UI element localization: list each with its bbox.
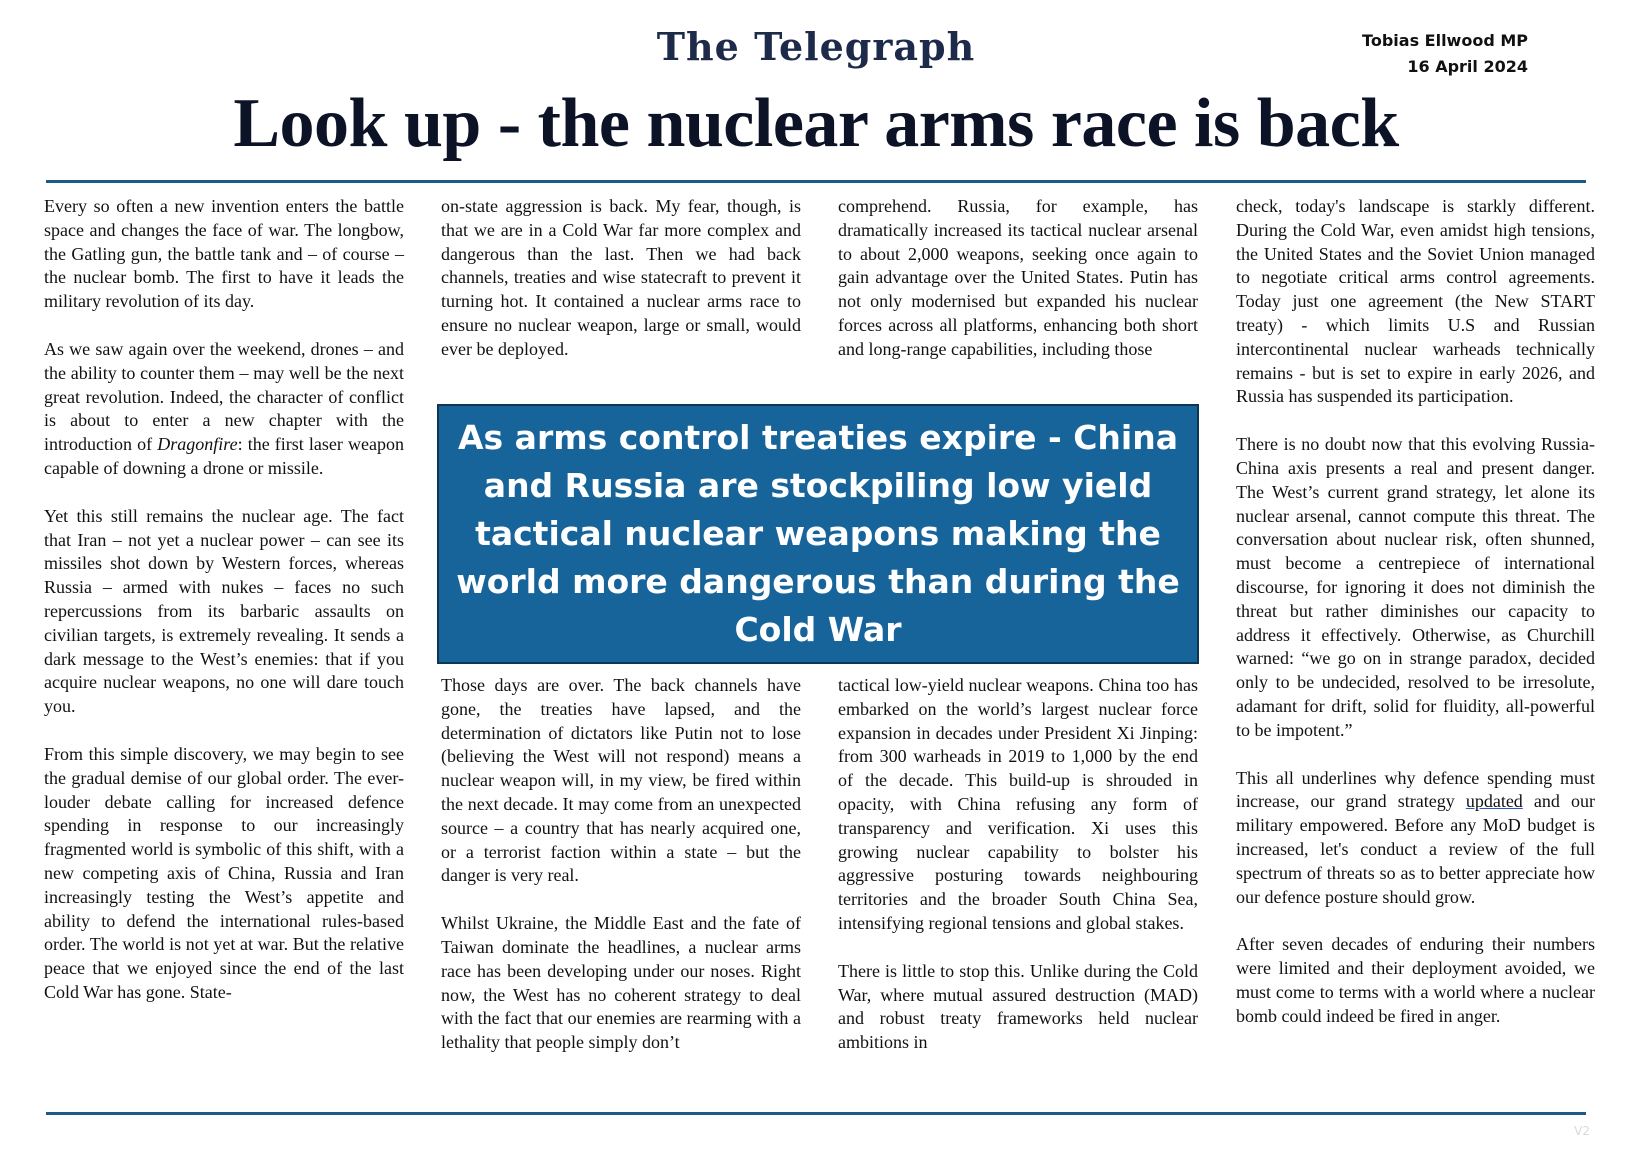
underlined-word: updated (1465, 791, 1523, 812)
paragraph: Yet this still remains the nuclear age. The fact that Iran – not yet a nuclear power – can see its missiles shot down by Western forces, whereas Russia – armed with nukes – faces no such repercussions from its barbaric assaults on civilian targets, is extremely revealing. It sends a dark message to the West’s enemies: that if you acquire nuclear weapons, no one will dare touch you. (44, 505, 404, 717)
paragraph: Those days are over. The back channels have gone, the treaties have lapsed, and the determination of dictators like Putin not to lose (believing the West will not respond) means a nuclear weapon will, in my view, be fired within the next decade. It may come from an unexpected source – a country that has nearly acquired one, or a terrorist faction within a state – but the danger is very real. (441, 675, 801, 886)
paragraph: There is no doubt now that this evolving Russia-China axis presents a real and present danger. The West’s current grand strategy, let alone its nuclear arsenal, cannot compute this threat. The conversation about nuclear risk, often shunned, must become a centrepiece of international discourse, for ignoring it does not diminish the threat but rather diminishes our capacity to address it effectively. Otherwise, as Churchill warned: “we go on in strange paradox, decided only to be undecided, resolved to be irresolute, adamant for drift, solid for fluidity, all-powerful to be impotent.” (1236, 434, 1595, 740)
top-divider (46, 180, 1586, 183)
column-1 (44, 195, 404, 1005)
column-2-bottom (441, 674, 801, 1055)
paragraph (44, 338, 404, 481)
text-run: and our military empowered. Before any MoD budget is increased, let's conduct a review of the full spectrum of threats so as to better appreciate how our defence posture should grow. (1236, 791, 1595, 907)
paragraph: comprehend. Russia, for example, has dramatically increased its tactical nuclear arsenal to about 2,000 weapons, seeking once again to gain advantage over the United States. Putin has not only modernised but expanded his nuclear forces across all platforms, enhancing both short and long-range capabilities, including those (838, 196, 1198, 359)
column-3-bottom (838, 674, 1198, 1055)
paragraph: Whilst Ukraine, the Middle East and the fate of Taiwan dominate the headlines, a nuclear arms race has been developing under our noses. Right now, the West has no coherent strategy to deal with the fact that our enemies are rearming with a lethality that people simply don’t (441, 913, 801, 1053)
paragraph: on-state aggression is back. My fear, though, is that we are in a Cold War far more complex and dangerous than the last. Then we had back channels, treaties and wise statecraft to prevent it turning hot. It contained a nuclear arms race to ensure no nuclear weapon, large or small, would ever be deployed. (441, 196, 801, 359)
column-2-top (441, 195, 801, 362)
paragraph (1236, 767, 1595, 910)
column-4 (1236, 195, 1595, 1029)
paragraph: Every so often a new invention enters the battle space and changes the face of war. The longbow, the Gatling gun, the battle tank and – of course – the nuclear bomb. The first to have it leads the military revolution of its day. (44, 196, 404, 312)
text-run: This all underlines why defence spending must increase, our grand strategy (1236, 767, 1595, 812)
paragraph: tactical low-yield nuclear weapons. China too has embarked on the world’s largest nuclear force expansion in decades under President Xi Jinping: from 300 warheads in 2019 to 1,000 by the end of the decade. This build-up is shrouded in opacity, with China refusing any form of transparency and verification. Xi uses this growing nuclear capability to bolster his aggressive posturing towards neighbouring territories and the broader South China Sea, intensifying regional tensions and global stakes. (838, 675, 1198, 933)
paragraph: There is little to stop this. Unlike during the Cold War, where mutual assured destruction (MAD) and robust treaty frameworks held nuclear ambitions in (838, 960, 1198, 1053)
italic-term: Dragonfire (157, 434, 238, 455)
pullquote-box (437, 404, 1199, 664)
text-run: As we saw again over the weekend, drones – and the ability to counter them – may well be the next great revolution. Indeed, the character of conflict is about to enter a new chapter with the introduction of (44, 338, 404, 455)
masthead-logo: The Telegraph (656, 24, 976, 69)
pullquote-text: As arms control treaties expire - China and Russia are stockpiling low yield tactical nuclear weapons making the world more dangerous than during the Cold War (456, 418, 1180, 649)
version-mark: V2 (1574, 1124, 1590, 1138)
bottom-divider (46, 1112, 1586, 1115)
headline: Look up - the nuclear arms race is back (233, 85, 1399, 162)
paragraph: From this simple discovery, we may begin to see the gradual demise of our global order. The ever-louder debate calling for increased defence spending in response to our increasingly fragmented world is symbolic of this shift, with a new competing axis of China, Russia and Iran increasingly testing the West’s appetite and ability to defend the international rules-based order. The world is not yet at war. But the relative peace that we enjoyed since the end of the last Cold War has gone. State- (44, 743, 404, 1002)
byline (1362, 28, 1528, 80)
text-run: : the first laser weapon capable of downing a drone or missile. (44, 434, 404, 478)
author-name: Tobias Ellwood MP (1362, 31, 1528, 50)
paragraph: After seven decades of enduring their numbers were limited and their deployment avoided, we must come to terms with a world where a nuclear bomb could indeed be fired in anger. (1236, 934, 1595, 1026)
publish-date: 16 April 2024 (1407, 57, 1528, 76)
column-3-top (838, 195, 1198, 362)
paragraph: check, today's landscape is starkly different. During the Cold War, even amidst high tensions, the United States and the Soviet Union managed to negotiate critical arms control agreements. Today just one agreement (the New START treaty) - which limits U.S and Russian intercontinental nuclear warheads technically remains - but is set to expire in early 2026, and Russia has suspended its participation. (1236, 196, 1595, 407)
